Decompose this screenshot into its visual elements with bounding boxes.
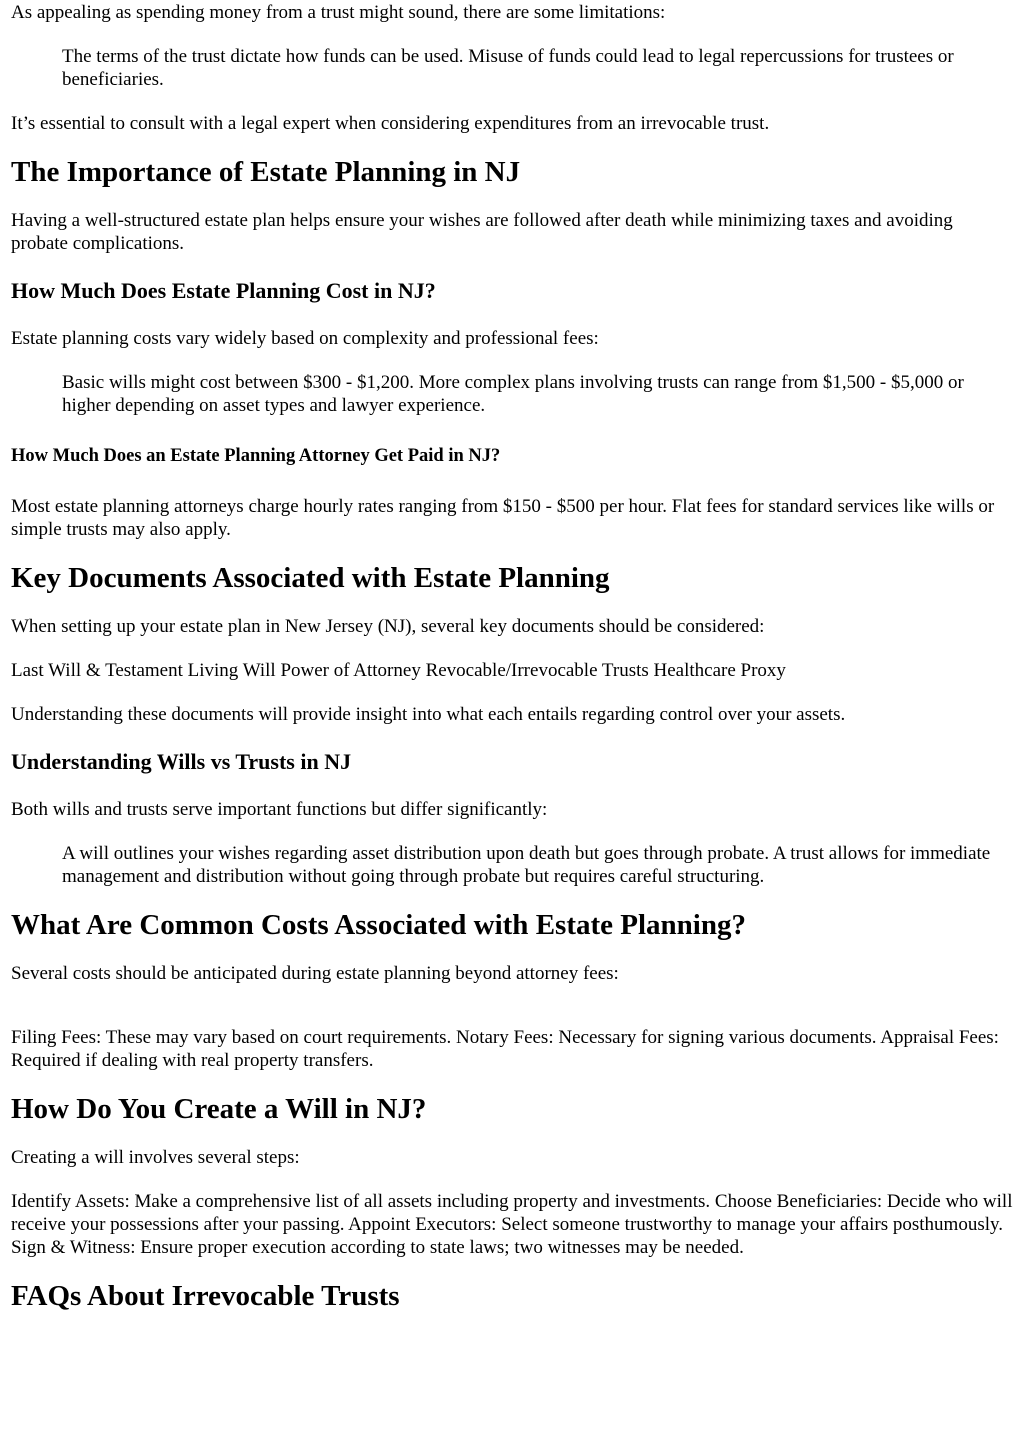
heading-common-costs: What Are Common Costs Associated with Estate Planning? [11, 909, 746, 941]
heading-importance-estate-planning: The Importance of Estate Planning in NJ [11, 156, 521, 188]
blockquote-trust-terms [62, 45, 1013, 91]
blockquote-will-outlines [62, 842, 1013, 888]
paragraph-trust-terms: The terms of the trust dictate how funds can be used. Misuse of funds could lead to legal repercussions for trustees or beneficiaries. [62, 46, 954, 90]
heading-estate-planning-cost: How Much Does Estate Planning Cost in NJ? [11, 278, 436, 303]
paragraph-several-costs: Several costs should be anticipated during estate planning beyond attorney fees: [11, 963, 619, 984]
heading-faqs-irrevocable-trusts: FAQs About Irrevocable Trusts [11, 1280, 400, 1312]
paragraph-understanding-documents: Understanding these documents will provide insight into what each entails regarding control over your assets. [11, 704, 846, 725]
paragraph-limitations: As appealing as spending money from a trust might sound, there are some limitations: [11, 2, 666, 23]
paragraph-fees-list: Filing Fees: These may vary based on court requirements. Notary Fees: Necessary for signing various documents. Appraisal Fees: Required if dealing with real property transfers. [11, 1027, 999, 1071]
paragraph-will-steps: Identify Assets: Make a comprehensive list of all assets including property and investments. Choose Beneficiaries: Decide who will receive your possessions after your passing. Appoint Executors: Select someone trustworthy to manage your affairs posthumously. Sign & Witness: Ensure proper execution according to state laws; two witnesses may be needed. [11, 1191, 1013, 1258]
document-page [0, 1, 1024, 1313]
heading-key-documents: Key Documents Associated with Estate Planning [11, 562, 610, 594]
paragraph-document-list: Last Will & Testament Living Will Power of Attorney Revocable/Irrevocable Trusts Healthcare Proxy [11, 660, 786, 681]
blockquote-basic-wills [62, 371, 1013, 417]
paragraph-costs-vary: Estate planning costs vary widely based on complexity and professional fees: [11, 328, 599, 349]
heading-wills-vs-trusts: Understanding Wills vs Trusts in NJ [11, 749, 352, 774]
paragraph-setting-up-plan: When setting up your estate plan in New Jersey (NJ), several key documents should be considered: [11, 616, 765, 637]
paragraph-well-structured-plan: Having a well-structured estate plan helps ensure your wishes are followed after death while minimizing taxes and avoiding probate complications. [11, 210, 953, 254]
heading-create-will: How Do You Create a Will in NJ? [11, 1093, 427, 1125]
paragraph-will-outlines: A will outlines your wishes regarding asset distribution upon death but goes through probate. A trust allows for immediate management and distribution without going through probate but requires careful structuring. [62, 843, 991, 887]
paragraph-steps-intro: Creating a will involves several steps: [11, 1147, 300, 1168]
paragraph-hourly-rates: Most estate planning attorneys charge hourly rates ranging from $150 - $500 per hour. Flat fees for standard services like wills or simple trusts may also apply. [11, 496, 995, 540]
paragraph-both-serve: Both wills and trusts serve important functions but differ significantly: [11, 799, 548, 820]
heading-attorney-paid: How Much Does an Estate Planning Attorney Get Paid in NJ? [11, 446, 501, 466]
paragraph-consult-expert: It’s essential to consult with a legal expert when considering expenditures from an irrevocable trust. [11, 113, 770, 134]
paragraph-basic-wills: Basic wills might cost between $300 - $1,200. More complex plans involving trusts can range from $1,500 - $5,000 or higher depending on asset types and lawyer experience. [62, 372, 964, 416]
